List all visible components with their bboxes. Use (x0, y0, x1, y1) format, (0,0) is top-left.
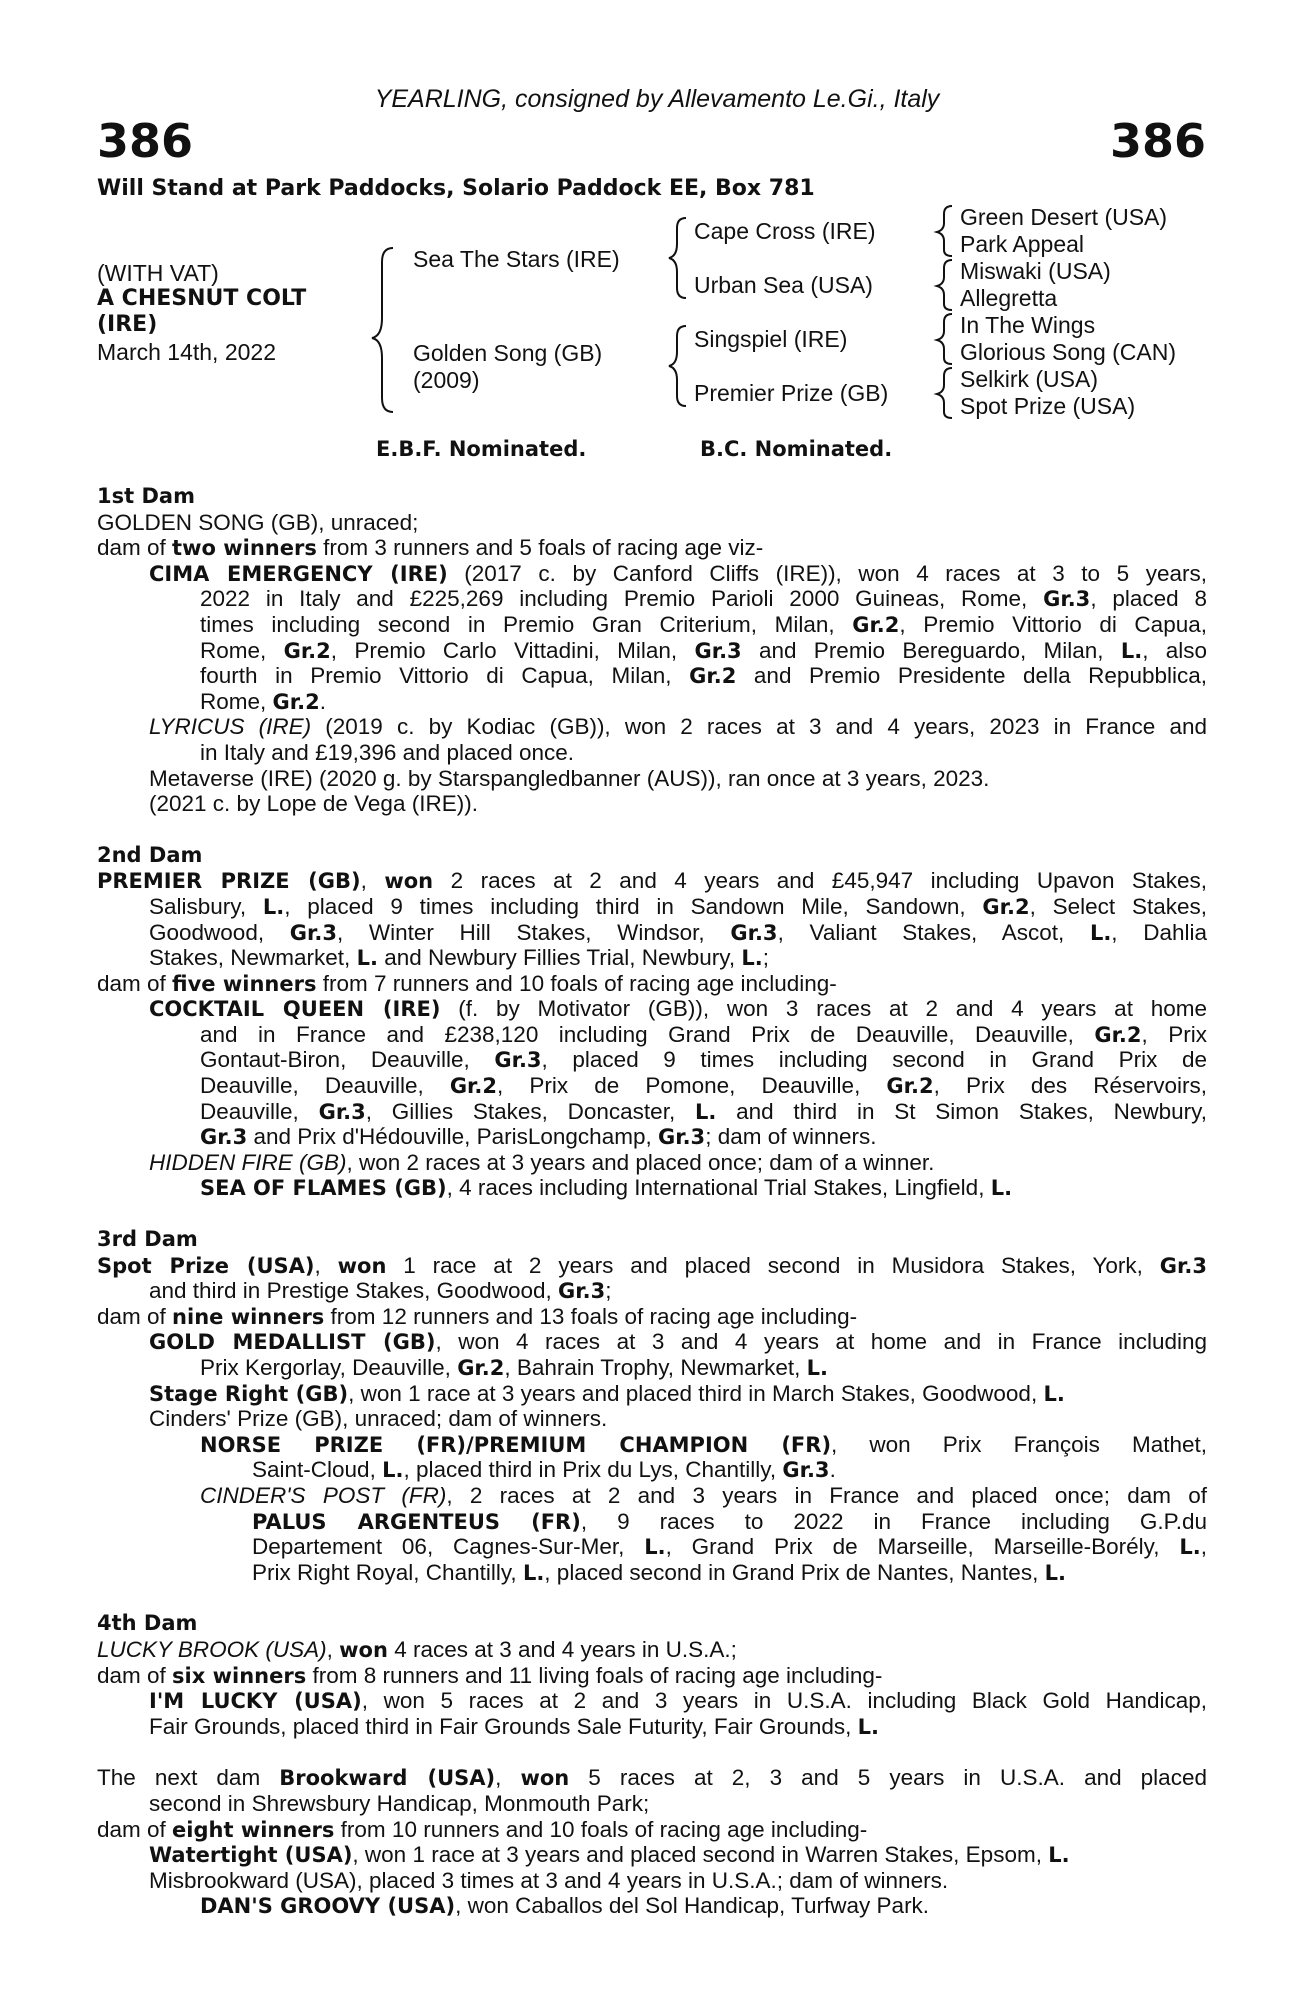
first-dam-line: dam of two winners from 3 runners and 5 foals of racing age viz- (97, 535, 764, 561)
second-dam-line: Stakes, Newmarket, L. and Newbury Fillies Trial, Newbury, L.; (149, 945, 770, 971)
second-dam-line: Goodwood, Gr.3, Winter Hill Stakes, Windsor, Gr.3, Valiant Stakes, Ascot, L., Dahlia (149, 919, 1208, 945)
second-dam-line: Salisbury, L., placed 9 times including third in Sandown Mile, Sandown, Gr.2, Select Stakes, (149, 893, 1207, 919)
dam: Golden Song (GB) (413, 340, 603, 366)
fourth-dam-line: I'M LUCKY (USA), won 5 races at 2 and 3 years in U.S.A. including Black Gold Handicap, (149, 1688, 1207, 1714)
ggsire-4: Selkirk (USA) (960, 366, 1099, 392)
dam-dam: Premier Prize (GB) (694, 380, 889, 406)
third-dam-line: Spot Prize (USA), won 1 race at 2 years and placed second in Musidora Stakes, York, Gr.3 (97, 1252, 1207, 1278)
third-dam-line: Departement 06, Cagnes-Sur-Mer, L., Grand Prix de Marseille, Marseille-Borély, L., (252, 1534, 1207, 1560)
third-dam-line: Saint-Cloud, L., placed third in Prix du Lys, Chantilly, Gr.3. (252, 1457, 836, 1483)
lot-number-left: 386 (97, 114, 194, 168)
second-dam-line: and in France and £238,120 including Grand Prix de Deauville, Deauville, Gr.2, Prix (200, 1021, 1207, 1047)
second-dam-heading: 2nd Dam (97, 842, 203, 867)
third-dam-line: Stage Right (GB), won 1 race at 3 years and placed third in March Stakes, Goodwood, L. (149, 1380, 1065, 1406)
fourth-dam-line: LUCKY BROOK (USA), won 4 races at 3 and 4 years in U.S.A.; (97, 1636, 737, 1662)
second-dam-line: Gontaut-Biron, Deauville, Gr.3, placed 9 times including second in Grand Prix de (200, 1047, 1207, 1073)
next-dam-line: The next dam Brookward (USA), won 5 races at 2, 3 and 5 years in U.S.A. and placed (97, 1765, 1207, 1791)
next-dam-line: dam of eight winners from 10 runners and 10 foals of racing age including- (97, 1816, 868, 1842)
second-dam-line: COCKTAIL QUEEN (IRE) (f. by Motivator (GB)), won 3 races at 2 and 4 years at home (149, 996, 1208, 1022)
third-dam-line: GOLD MEDALLIST (GB), won 4 races at 3 and 4 years at home and in France including (149, 1329, 1207, 1355)
ebf-nomination: E.B.F. Nominated. (376, 437, 587, 461)
third-dam-line: NORSE PRIZE (FR)/PREMIUM CHAMPION (FR), won Prix François Mathet, (200, 1431, 1207, 1457)
ggdam-4: Spot Prize (USA) (960, 393, 1136, 419)
ggsire-3: In The Wings (960, 312, 1096, 338)
next-dam-line: Watertight (USA), won 1 race at 3 years and placed second in Warren Stakes, Epsom, L. (149, 1842, 1070, 1868)
first-dam-line: fourth in Premio Vittorio di Capua, Milan, Gr.2 and Premio Presidente della Repubblica, (200, 663, 1207, 689)
second-dam-line: SEA OF FLAMES (GB), 4 races including International Trial Stakes, Lingfield, L. (200, 1175, 1013, 1201)
fourth-dam-heading: 4th Dam (97, 1611, 198, 1636)
foaling-date: March 14th, 2022 (97, 339, 277, 365)
bc-nomination: B.C. Nominated. (700, 437, 893, 461)
ggsire-2: Miswaki (USA) (960, 258, 1111, 284)
first-dam-line: CIMA EMERGENCY (IRE) (2017 c. by Canford Cliffs (IRE)), won 4 races at 3 to 5 years, (149, 560, 1207, 586)
lot-description: A CHESNUT COLT (97, 286, 307, 311)
sire-dam: Urban Sea (USA) (694, 272, 873, 298)
third-dam-line: Prix Right Royal, Chantilly, L., placed second in Grand Prix de Nantes, Nantes, L. (252, 1559, 1066, 1585)
catalogue-body (97, 484, 1207, 1919)
third-dam-line: Cinders' Prize (GB), unraced; dam of winners. (149, 1406, 608, 1432)
first-dam-line: Rome, Gr.2, Premio Carlo Vittadini, Milan, Gr.3 and Premio Bereguardo, Milan, L., also (200, 637, 1208, 663)
next-dam-line: DAN'S GROOVY (USA), won Caballos del Sol Handicap, Turfway Park. (200, 1893, 930, 1919)
first-dam-line: 2022 in Italy and £225,269 including Premio Parioli 2000 Guineas, Rome, Gr.3, placed 8 (200, 586, 1207, 612)
third-dam-line: PALUS ARGENTEUS (FR), 9 races to 2022 in France including G.P.du (252, 1508, 1207, 1534)
first-dam-line: in Italy and £19,396 and placed once. (200, 739, 575, 765)
first-dam-line: Metaverse (IRE) (2020 g. by Starspangledbanner (AUS)), ran once at 3 years, 2023. (149, 765, 990, 791)
first-dam-line: (2021 c. by Lope de Vega (IRE)). (149, 791, 478, 817)
second-dam-line: HIDDEN FIRE (GB), won 2 races at 3 years and placed once; dam of a winner. (149, 1149, 935, 1175)
ggdam-1: Park Appeal (960, 231, 1085, 257)
first-dam-line: GOLDEN SONG (GB), unraced; (97, 509, 419, 535)
third-dam-heading: 3rd Dam (97, 1227, 198, 1252)
fourth-dam-line: dam of six winners from 8 runners and 11 living foals of racing age including- (97, 1662, 883, 1688)
consignment-line: YEARLING, consigned by Allevamento Le.Gi., Italy (374, 85, 940, 113)
dam-year: (2009) (413, 367, 480, 393)
second-dam-line: Deauville, Deauville, Gr.2, Prix de Pomone, Deauville, Gr.2, Prix des Réservoirs, (200, 1073, 1207, 1099)
stabling-info: Will Stand at Park Paddocks, Solario Paddock EE, Box 781 (97, 176, 815, 201)
second-dam-line: Deauville, Gr.3, Gillies Stakes, Doncaster, L. and third in St Simon Stakes, Newbury, (200, 1098, 1208, 1124)
next-dam-line: second in Shrewsbury Handicap, Monmouth Park; (149, 1790, 650, 1816)
second-dam-line: dam of five winners from 7 runners and 10 foals of racing age including- (97, 970, 837, 996)
third-dam-line: and third in Prestige Stakes, Goodwood, Gr.3; (149, 1278, 612, 1304)
sire: Sea The Stars (IRE) (413, 246, 620, 272)
first-dam-heading: 1st Dam (97, 484, 195, 508)
ggsire-1: Green Desert (USA) (960, 204, 1168, 230)
dam-sire: Singspiel (IRE) (694, 326, 848, 352)
ggdam-2: Allegretta (960, 285, 1058, 311)
lot-description-origin: (IRE) (97, 312, 158, 337)
first-dam-line: times including second in Premio Gran Criterium, Milan, Gr.2, Premio Vittorio di Capua, (200, 611, 1207, 637)
ggdam-3: Glorious Song (CAN) (960, 339, 1177, 365)
sire-sire: Cape Cross (IRE) (694, 218, 876, 244)
third-dam-line: CINDER'S POST (FR), 2 races at 2 and 3 years in France and placed once; dam of (200, 1482, 1207, 1508)
next-dam-line: Misbrookward (USA), placed 3 times at 3 and 4 years in U.S.A.; dam of winners. (149, 1867, 949, 1893)
first-dam-line: LYRICUS (IRE) (2019 c. by Kodiac (GB)), won 2 races at 3 and 4 years, 2023 in France and (149, 714, 1207, 740)
third-dam-line: dam of nine winners from 12 runners and 13 foals of racing age including- (97, 1303, 858, 1329)
second-dam-line: PREMIER PRIZE (GB), won 2 races at 2 and 4 years and £45,947 including Upavon Stakes, (97, 868, 1207, 894)
second-dam-line: Gr.3 and Prix d'Hédouville, ParisLongchamp, Gr.3; dam of winners. (200, 1124, 877, 1150)
third-dam-line: Prix Kergorlay, Deauville, Gr.2, Bahrain Trophy, Newmarket, L. (200, 1355, 828, 1380)
first-dam-line: Rome, Gr.2. (200, 688, 326, 714)
vat-note: (WITH VAT) (97, 260, 219, 286)
lot-number-right: 386 (1109, 114, 1206, 168)
fourth-dam-line: Fair Grounds, placed third in Fair Grounds Sale Futurity, Fair Grounds, L. (149, 1713, 879, 1739)
